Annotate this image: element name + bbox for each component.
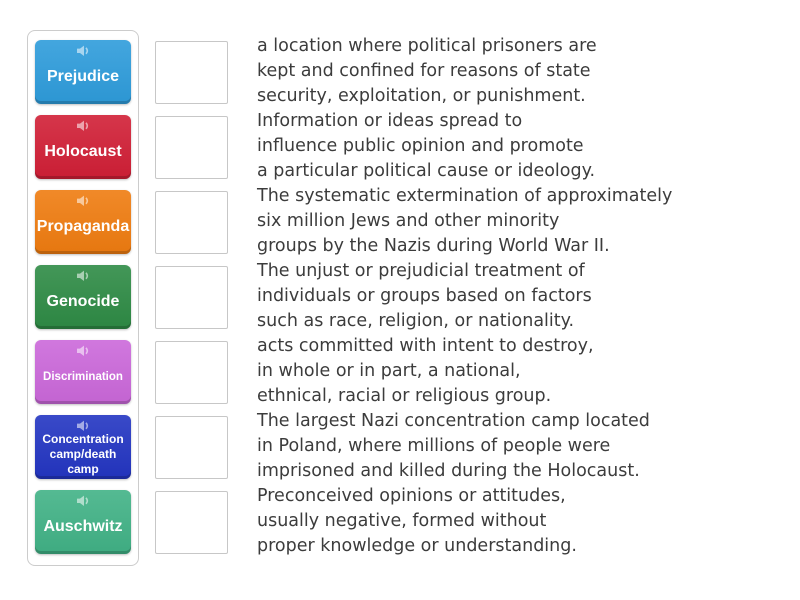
term-label: Holocaust xyxy=(44,143,122,161)
definition-line: Preconceived opinions or attitudes, xyxy=(257,486,566,506)
speaker-icon[interactable] xyxy=(77,495,90,507)
match-row xyxy=(155,408,672,483)
term-tile-prejudice[interactable] xyxy=(35,40,131,104)
answer-slot-2[interactable] xyxy=(155,116,228,179)
definition-text-7 xyxy=(257,483,577,559)
term-label: Genocide xyxy=(46,293,120,311)
answer-slot-3[interactable] xyxy=(155,191,228,254)
match-row xyxy=(155,258,672,333)
term-label: Auschwitz xyxy=(43,518,123,536)
definition-line: such as race, religion, or nationality. xyxy=(257,311,575,331)
definition-line: a location where political prisoners are xyxy=(257,36,597,56)
speaker-icon[interactable] xyxy=(77,120,90,132)
term-tile-propaganda[interactable] xyxy=(35,190,131,254)
term-label: Concentration camp/death camp xyxy=(42,432,124,476)
answer-slot-7[interactable] xyxy=(155,491,228,554)
speaker-icon[interactable] xyxy=(77,270,90,282)
definition-line: Information or ideas spread to xyxy=(257,111,523,131)
definition-line: The systematic extermination of approximately xyxy=(257,186,673,206)
definition-line: in Poland, where millions of people were xyxy=(257,436,611,456)
definition-line: acts committed with intent to destroy, xyxy=(257,336,594,356)
definition-line: The largest Nazi concentration camp located xyxy=(257,411,650,431)
definition-line: ethnical, racial or religious group. xyxy=(257,386,552,406)
answer-slot-1[interactable] xyxy=(155,41,228,104)
answers-column xyxy=(155,33,672,558)
speaker-icon[interactable] xyxy=(77,345,90,357)
definition-text-1 xyxy=(257,33,597,109)
speaker-icon[interactable] xyxy=(77,45,90,57)
definition-line: a particular political cause or ideology. xyxy=(257,161,596,181)
match-row xyxy=(155,33,672,108)
term-label: Discrimination xyxy=(43,370,123,383)
definition-line: usually negative, formed without xyxy=(257,511,547,531)
definition-text-3 xyxy=(257,183,672,259)
definition-line: six million Jews and other minority xyxy=(257,211,560,231)
definition-text-4 xyxy=(257,258,592,334)
speaker-icon[interactable] xyxy=(77,195,90,207)
definition-line: groups by the Nazis during World War II. xyxy=(257,236,610,256)
definition-line: kept and confined for reasons of state xyxy=(257,61,591,81)
definition-line: influence public opinion and promote xyxy=(257,136,584,156)
match-row xyxy=(155,108,672,183)
definition-line: imprisoned and killed during the Holocaust. xyxy=(257,461,640,481)
definition-text-2 xyxy=(257,108,595,184)
definition-line: The unjust or prejudicial treatment of xyxy=(257,261,585,281)
definition-line: individuals or groups based on factors xyxy=(257,286,592,306)
term-tile-concentration-camp[interactable] xyxy=(35,415,131,479)
term-tile-holocaust[interactable] xyxy=(35,115,131,179)
term-tile-genocide[interactable] xyxy=(35,265,131,329)
terms-panel xyxy=(27,30,139,566)
definition-line: proper knowledge or understanding. xyxy=(257,536,577,556)
definition-text-6 xyxy=(257,408,650,484)
term-tile-discrimination[interactable] xyxy=(35,340,131,404)
definition-line: security, exploitation, or punishment. xyxy=(257,86,586,106)
answer-slot-4[interactable] xyxy=(155,266,228,329)
definition-text-5 xyxy=(257,333,594,409)
match-row xyxy=(155,333,672,408)
term-tile-auschwitz[interactable] xyxy=(35,490,131,554)
speaker-icon[interactable] xyxy=(77,420,90,432)
definition-line: in whole or in part, a national, xyxy=(257,361,521,381)
match-row xyxy=(155,483,672,558)
answer-slot-6[interactable] xyxy=(155,416,228,479)
match-row xyxy=(155,183,672,258)
term-label: Prejudice xyxy=(46,68,120,86)
answer-slot-5[interactable] xyxy=(155,341,228,404)
term-label: Propaganda xyxy=(36,218,130,236)
